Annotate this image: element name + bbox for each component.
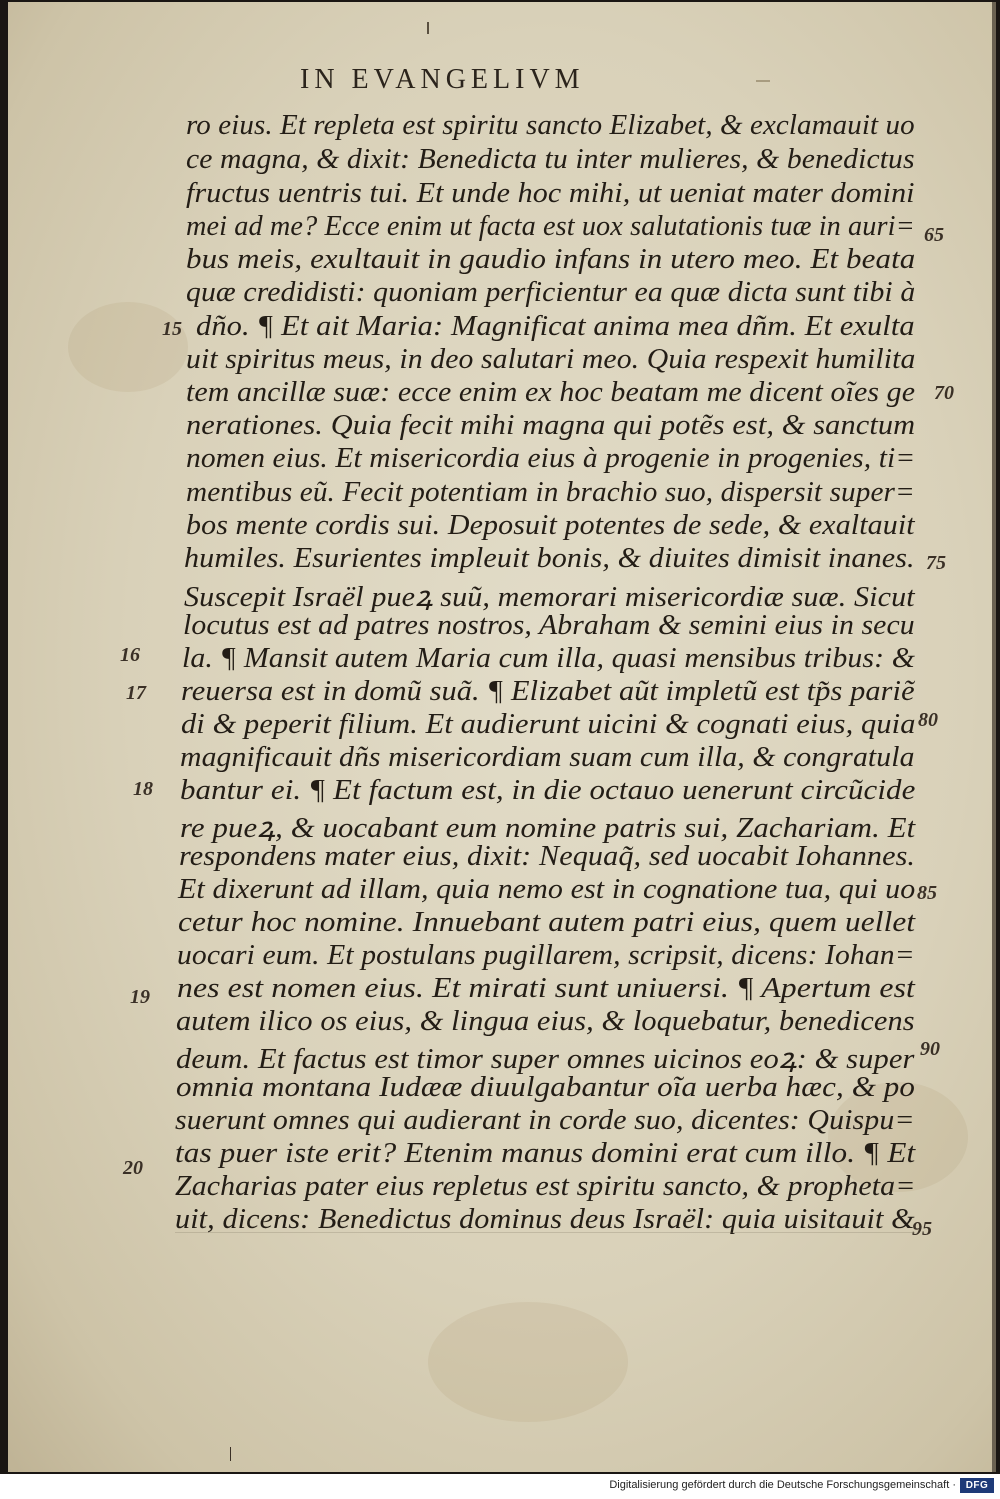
verse-number: 20 [123, 1157, 143, 1179]
text-line: Zacharias pater eius repletus est spiritu sancto, & propheta= [175, 1171, 916, 1202]
line-number: 95 [912, 1218, 932, 1240]
text-line: dño. ¶ Et ait Maria: Magnificat anima mea dñm. Et exulta [196, 311, 915, 342]
text-line: humiles. Esurientes impleuit bonis, & diuites dimisit inanes. [184, 543, 915, 574]
text-line: nes est nomen eius. Et mirati sunt uniuersi. ¶ Apertum est [177, 973, 915, 1004]
text-line: bos mente cordis sui. Deposuit potentes de sede, & exaltauit [186, 510, 915, 541]
page-mark [756, 80, 770, 82]
text-line: uit, dicens: Benedictus dominus deus Israël: quia uisitauit & [175, 1204, 915, 1235]
page-mark [230, 1447, 231, 1461]
line-number: 70 [934, 382, 954, 404]
text-line: autem ilico os eius, & lingua eius, & loquebatur, benedicens [176, 1006, 915, 1037]
text-line: respondens mater eius, dixit: Nequaq̃, sed uocabit Iohannes. [179, 841, 916, 872]
text-line: quæ credidisti: quoniam perficientur ea quæ dicta sunt tibi à [186, 277, 916, 308]
text-line: tas puer iste erit? Etenim manus domini erat cum illo. ¶ Et [175, 1138, 916, 1169]
text-line: mentibus eũ. Fecit potentiam in brachio suo, dispersit super= [186, 477, 915, 508]
text-line: Et dixerunt ad illam, quia nemo est in cognatione tua, qui uo [178, 874, 916, 905]
page-stain [428, 1302, 628, 1422]
verse-number: 15 [162, 318, 182, 340]
text-line: suerunt omnes qui audierant in corde suo, dicentes: Quispu= [175, 1105, 915, 1136]
text-line: uocari eum. Et postulans pugillarem, scripsit, dicens: Iohan= [177, 940, 915, 971]
text-line: la. ¶ Mansit autem Maria cum illa, quasi mensibus tribus: & [182, 643, 916, 674]
text-line: fructus uentris tui. Et unde hoc mihi, ut ueniat mater domini [186, 178, 915, 209]
page-mark [175, 1232, 915, 1233]
text-line: Suscepit Israël pueꝝ suũ, memorari misericordiæ suæ. Sicut [184, 582, 915, 613]
text-line: uit spiritus meus, in deo salutari meo. Quia respexit humilita [186, 344, 916, 375]
text-line: ce magna, & dixit: Benedicta tu inter mulieres, & benedictus [186, 144, 915, 175]
footer-bar [0, 1474, 1000, 1499]
line-number: 80 [918, 709, 938, 731]
text-line: bantur ei. ¶ Et factum est, in die octauo uenerunt circũcide [180, 775, 916, 806]
verse-number: 17 [126, 682, 146, 704]
text-line: re pueꝝ, & uocabant eum nomine patris sui, Zachariam. Et [180, 813, 916, 844]
page-stain [68, 302, 188, 392]
text-line: deum. Et factus est timor super omnes uicinos eoꝝ: & super [176, 1044, 915, 1075]
verse-number: 16 [120, 644, 140, 666]
text-line: locutus est ad patres nostros, Abraham & semini eius in secu [183, 610, 915, 641]
text-line: tem ancillæ suæ: ecce enim ex hoc beatam me dicent oĩes ge [186, 377, 916, 408]
line-number: 85 [917, 882, 937, 904]
dfg-logo: DFG [960, 1478, 994, 1493]
text-line: magnificauit dñs misericordiam suam cum illa, & congratula [180, 742, 915, 773]
line-number: 90 [920, 1038, 940, 1060]
line-number: 75 [926, 552, 946, 574]
text-line: cetur hoc nomine. Innuebant autem patri eius, quem uellet [178, 907, 916, 938]
text-line: ro eius. Et repleta est spiritu sancto Elizabet, & exclamauit uo [186, 110, 915, 141]
running-head: IN EVANGELIVM [300, 64, 585, 95]
text-line: reuersa est in domũ suã. ¶ Elizabet aũt impletũ est tp̃s pariẽ [181, 676, 915, 707]
text-line: bus meis, exultauit in gaudio infans in utero meo. Et beata [186, 244, 916, 275]
line-number: 65 [924, 224, 944, 246]
text-line: nerationes. Quia fecit mihi magna qui potẽs est, & sanctum [186, 410, 916, 441]
page-mark [427, 22, 429, 34]
funding-credit: Digitalisierung gefördert durch die Deutsche Forschungsgemeinschaft · [609, 1479, 956, 1491]
text-line: omnia montana Iudææ diuulgabantur oĩa uerba hæc, & po [176, 1072, 916, 1103]
text-line: mei ad me? Ecce enim ut facta est uox salutationis tuæ in auri= [186, 211, 915, 242]
verse-number: 19 [130, 986, 150, 1008]
text-line: nomen eius. Et misericordia eius à progenie in progenies, ti= [186, 443, 916, 474]
text-line: di & peperit filium. Et audierunt uicini & cognati eius, quia [181, 709, 916, 740]
verse-number: 18 [133, 778, 153, 800]
